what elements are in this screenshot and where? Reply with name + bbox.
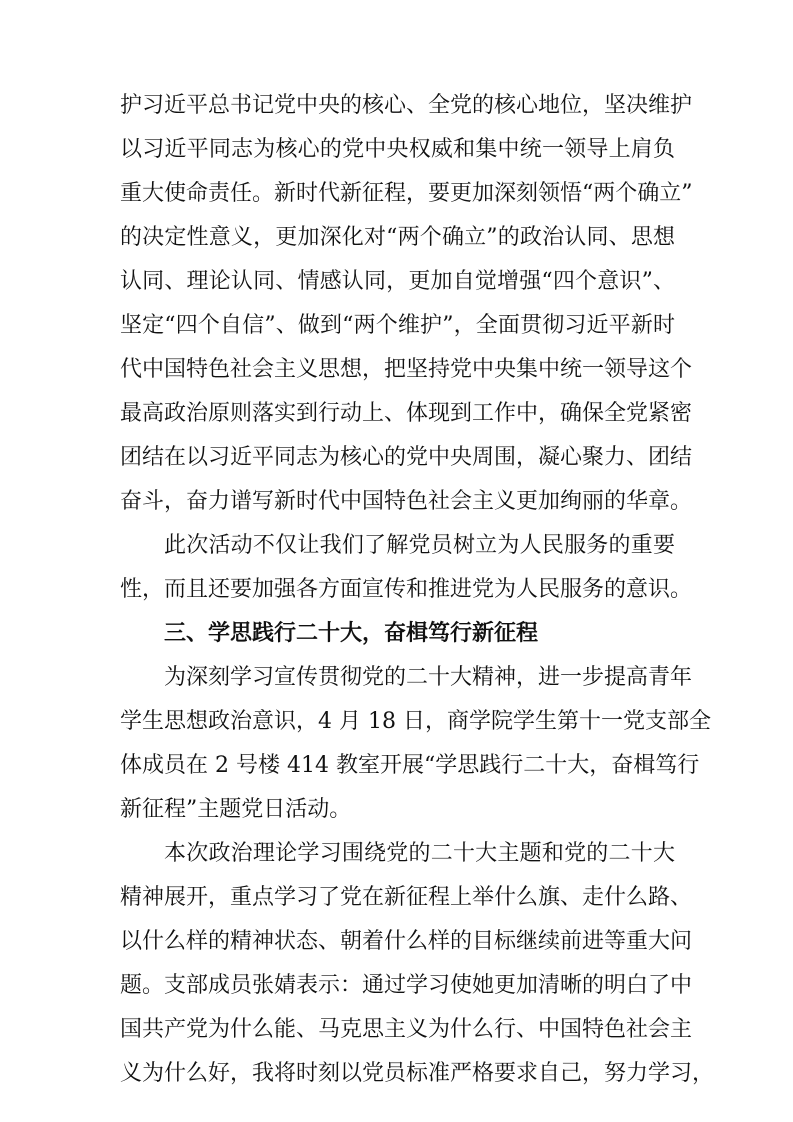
- text-line: 题。支部成员张婧表示：通过学习使她更加清晰的明白了中: [120, 973, 693, 998]
- text-line: 性，而且还要加强各方面宣传和推进党为人民服务的意识。: [120, 577, 693, 602]
- text-line: 学生思想政治意识，4 月 18 日，商学院学生第十一党支部全: [120, 709, 711, 734]
- text-line: 认同、理论认同、情感认同，更加自觉增强“四个意识”、: [120, 269, 675, 294]
- text-line: 为深刻学习宣传贯彻党的二十大精神，进一步提高青年: [164, 665, 693, 690]
- text-line: 义为什么好，我将时刻以党员标准严格要求自己，努力学习，: [120, 1061, 715, 1086]
- text-line: 国共产党为什么能、马克思主义为什么行、中国特色社会主: [120, 1017, 693, 1042]
- text-line: 精神展开，重点学习了党在新征程上举什么旗、走什么路、: [120, 885, 693, 910]
- text-line: 代中国特色社会主义思想，把坚持党中央集中统一领导这个: [120, 357, 693, 382]
- text-line: 本次政治理论学习围绕党的二十大主题和党的二十大: [164, 841, 675, 866]
- text-line: 新征程”主题党日活动。: [120, 797, 352, 822]
- text-line: 奋斗，奋力谱写新时代中国特色社会主义更加绚丽的华章。: [120, 489, 693, 514]
- text-line: 此次活动不仅让我们了解党员树立为人民服务的重要: [164, 533, 675, 558]
- text-line: 团结在以习近平同志为核心的党中央周围，凝心聚力、团结: [120, 445, 693, 470]
- text-line: 的决定性意义，更加深化对“两个确立”的政治认同、思想: [120, 225, 675, 250]
- text-line: 以习近平同志为核心的党中央权威和集中统一领导上肩负: [120, 137, 675, 162]
- text-line: 最高政治原则落实到行动上、体现到工作中，确保全党紧密: [120, 401, 693, 426]
- section-heading: 三、学思践行二十大，奋楫笃行新征程: [164, 621, 539, 646]
- text-line: 护习近平总书记党中央的核心、全党的核心地位，坚决维护: [120, 93, 693, 118]
- text-line: 以什么样的精神状态、朝着什么样的目标继续前进等重大问: [120, 929, 693, 954]
- text-line: 重大使命责任。新时代新征程，要更加深刻领悟“两个确立”: [120, 181, 693, 206]
- text-line: 体成员在 2 号楼 414 教室开展“学思践行二十大，奋楫笃行: [120, 753, 700, 778]
- text-line: 坚定“四个自信”、做到“两个维护”，全面贯彻习近平新时: [120, 313, 675, 338]
